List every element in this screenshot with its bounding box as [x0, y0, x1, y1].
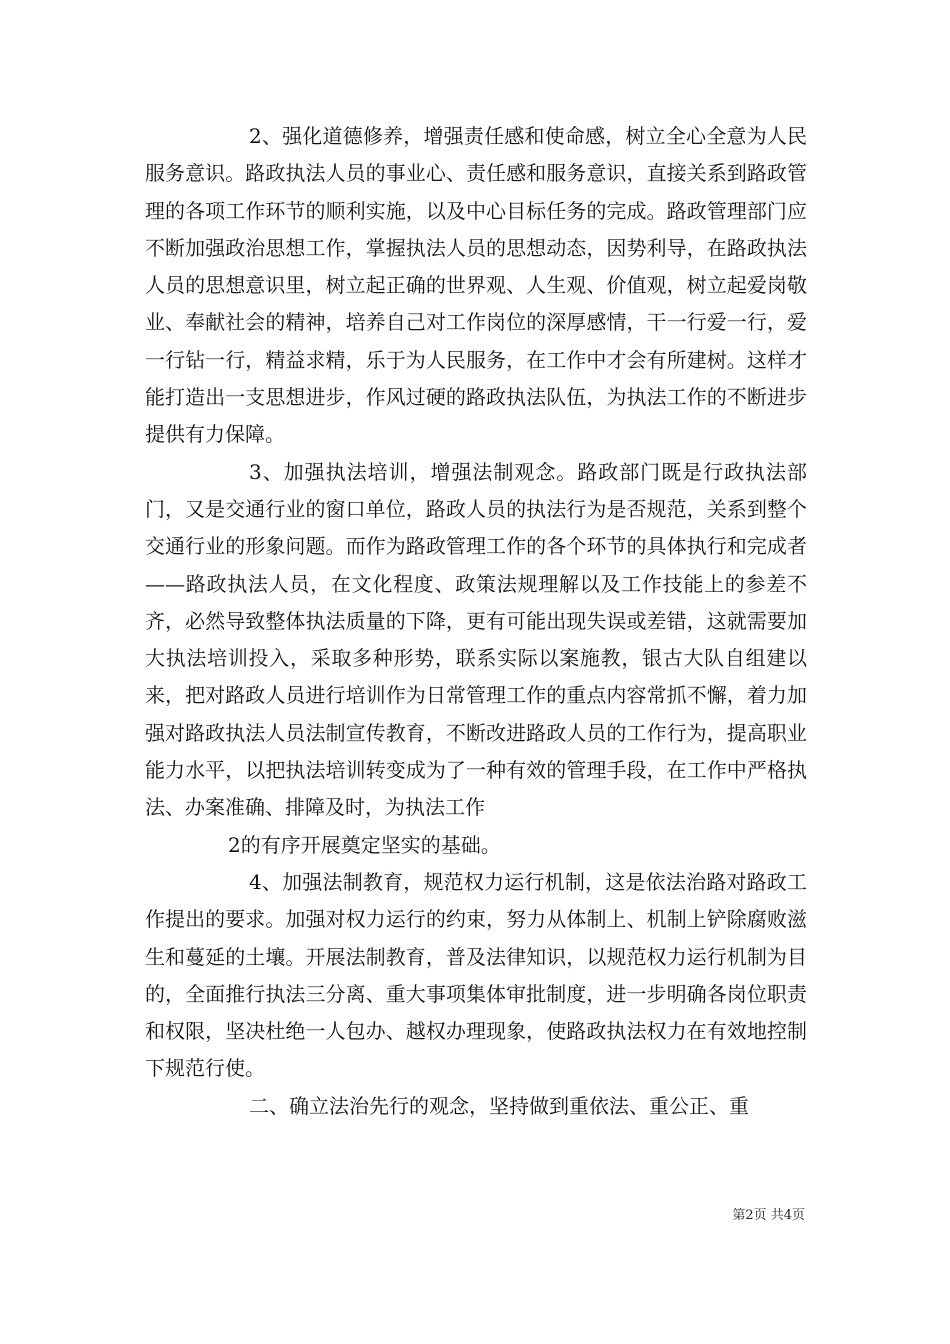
page-number-footer: 第2页 共4页 — [732, 1208, 805, 1223]
paragraph-continuation: 2的有序开展奠定坚实的基础。 — [228, 832, 501, 857]
paragraph-rule-of-law: 二、确立法治先行的观念，坚持做到重依法、重公正、重 — [249, 1093, 749, 1118]
paragraph-moral-cultivation: 2、强化道德修养，增强责任感和使命感，树立全心全意为人民服务意识。路政执法人员的事业心、责任感和服务意识，直接关系到路政管理的各项工作环节的顺利实施，以及中心目标任务的完成。路政管理部门应不断加强政治思想工作，掌握执法人员的思想动态，因势利导，在路政执法人员的思想意识里，树立起正确的世界观、人生观、价值观，树立起爱岗敬业、奉献社会的精神，培养自己对工作岗位的深厚感情，干一行爱一行，爱一行钻一行，精益求精，乐于为人民服务，在工作中才会有所建树。这样才能打造出一支思想进步，作风过硬的路政执法队伍，为执法工作的不断进步提供有力保障。 — [145, 124, 807, 447]
paragraph-law-enforcement-training: 3、加强执法培训，增强法制观念。路政部门既是行政执法部门，又是交通行业的窗口单位，路政人员的执法行为是否规范，关系到整个交通行业的形象问题。而作为路政管理工作的各个环节的具体执行和完成者——路政执法人员，在文化程度、政策法规理解以及工作技能上的参差不齐，必然导致整体执法质量的下降，更有可能出现失误或差错，这就需要加大执法培训投入，采取多种形势，联系实际以案施教，银古大队自组建以来，把对路政人员进行培训作为日常管理工作的重点内容常抓不懈，着力加强对路政执法人员法制宣传教育，不断改进路政人员的工作行为，提高职业能力水平，以把执法培训转变成为了一种有效的管理手段，在工作中严格执法、办案准确、排障及时，为执法工作 — [145, 459, 807, 820]
body-text — [145, 118, 807, 1125]
paragraph-legal-education: 4、加强法制教育，规范权力运行机制，这是依法治路对路政工作提出的要求。加强对权力运行的约束，努力从体制上、机制上铲除腐败滋生和蔓延的土壤。开展法制教育，普及法律知识，以规范权力运行机制为目的，全面推行执法三分离、重大事项集体审批制度，进一步明确各岗位职责和权限，坚决杜绝一人包办、越权办理现象，使路政执法权力在有效地控制下规范行使。 — [145, 869, 807, 1081]
